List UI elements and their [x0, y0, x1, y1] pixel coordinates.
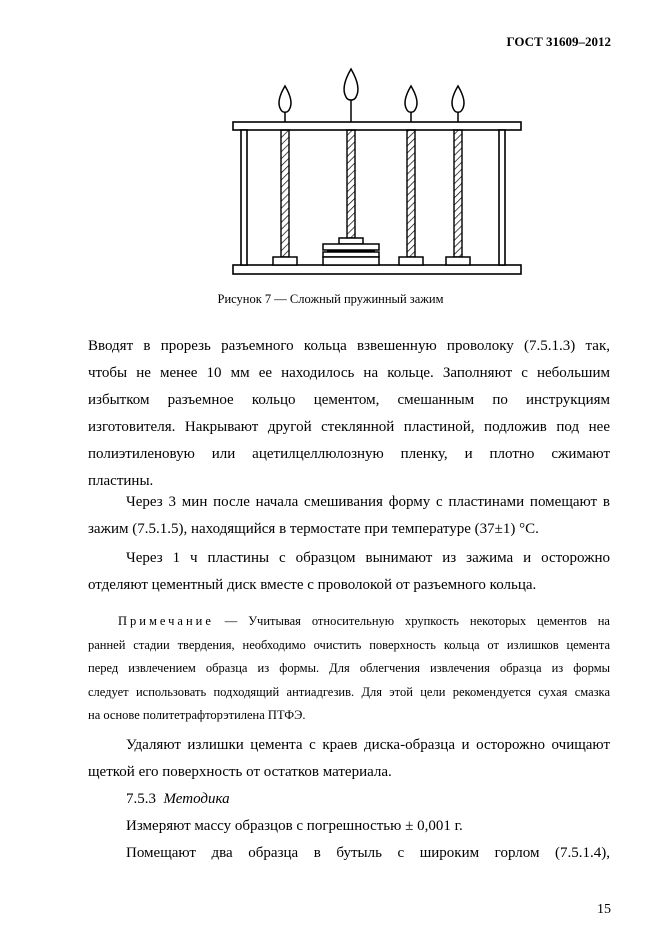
- rod-foot-1: [273, 257, 297, 265]
- specimen-base: [323, 257, 379, 265]
- specimen-plate-top: [323, 244, 379, 250]
- section-heading: [88, 786, 610, 813]
- section-title: Методика: [163, 791, 230, 807]
- knob-3: [405, 86, 417, 112]
- paragraph-2: [88, 489, 610, 543]
- frame-post-left: [241, 130, 247, 265]
- text-line: чтобы не менее 10 мм ее находилось на кольце. Заполняют с небольшим: [88, 365, 610, 381]
- rod-foot-3: [399, 257, 423, 265]
- page-number: 15: [597, 902, 611, 917]
- paragraph-1: [88, 333, 610, 495]
- spring-rod-4: [454, 130, 462, 257]
- text-line: отделяют цементный диск вместе с проволокой от разъемного кольца.: [88, 577, 537, 593]
- text-line: Вводят в прорезь разъемного кольца взвешенную проволоку (7.5.1.3) так,: [88, 338, 610, 354]
- text-line: пластины.: [88, 473, 154, 489]
- text-line: избытком разъемное кольцо цементом, смешанным по инструкциям: [88, 392, 610, 408]
- spring-clamp-figure: [225, 66, 525, 278]
- spring-rod-2: [347, 130, 355, 238]
- knob-1: [279, 86, 291, 112]
- text-line: изготовителя. Накрывают другой стеклянной пластиной, подложив под нее: [88, 419, 610, 435]
- note-label: Примечание: [118, 614, 214, 628]
- clamp-top-bar: [233, 122, 521, 130]
- note-block: [88, 610, 610, 728]
- text-line: Через 1 ч пластины с образцом вынимают из зажима и осторожно: [126, 550, 610, 566]
- note-line: [88, 610, 610, 634]
- note-line: ранней стадии твердения, необходимо очистить поверхность кольца от излишков цемента: [88, 637, 610, 652]
- note-line: перед извлечением образца из формы. Для облегчения извлечения образца из формы: [88, 661, 610, 675]
- paragraph-3: [88, 545, 610, 599]
- knob-2: [344, 69, 358, 100]
- clamp-base: [233, 265, 521, 274]
- frame-post-right: [499, 130, 505, 265]
- text-line: [88, 786, 610, 813]
- text-line: Измеряют массу образцов с погрешностью ± 0,001 г.: [126, 818, 463, 834]
- paragraph-5: [88, 813, 610, 840]
- figure-caption: Рисунок 7 — Сложный пружинный зажим: [217, 292, 444, 306]
- document-header: ГОСТ 31609–2012: [506, 34, 611, 49]
- spring-rod-1: [281, 130, 289, 257]
- text-line: зажим (7.5.1.5), находящийся в термостате при температуре (37±1) °С.: [88, 521, 539, 537]
- note-line: следует использовать подходящий антиадгезив. Для этой цели рекомендуется сухая смазка: [88, 684, 610, 699]
- paragraph-6: [88, 840, 610, 867]
- text-line: Удаляют излишки цемента с краев диска-образца и осторожно очищают: [126, 737, 610, 753]
- knob-4: [452, 86, 464, 112]
- section-number: 7.5.3: [126, 791, 156, 807]
- text-line: Помещают два образца в бутыль с широким горлом (7.5.1.4),: [126, 845, 610, 861]
- text-line: щеткой его поверхность от остатков материала.: [88, 764, 392, 780]
- text-line: полиэтиленовую или ацетилцеллюлозную пленку, и плотно сжимают: [88, 446, 610, 462]
- note-line: на основе политетрафторэтилена ПТФЭ.: [88, 708, 306, 722]
- rod-foot-4: [446, 257, 470, 265]
- spring-rod-3: [407, 130, 415, 257]
- paragraph-4: [88, 732, 610, 786]
- text-line: Через 3 мин после начала смешивания форму с пластинами помещают в: [126, 494, 610, 510]
- note-text: — Учитывая относительную хрупкость некоторых цементов на: [213, 614, 610, 628]
- pressure-disc: [339, 238, 363, 244]
